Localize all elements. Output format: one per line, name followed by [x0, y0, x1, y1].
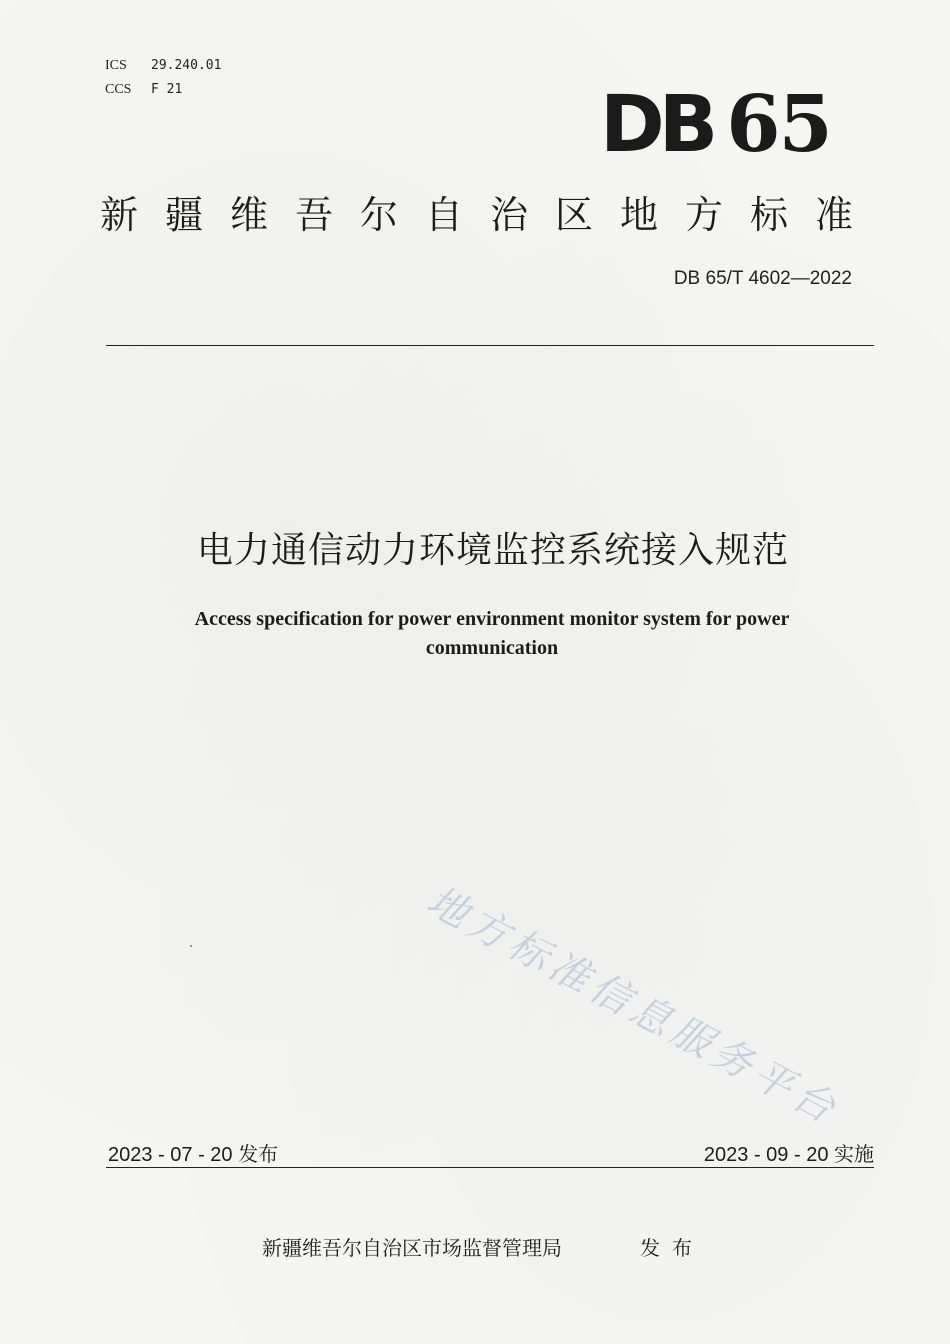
- implementation-date-suffix: 实施: [834, 1142, 874, 1166]
- ccs-label: CCS: [105, 82, 132, 97]
- bottom-divider: [106, 1167, 874, 1168]
- ics-label: ICS: [105, 58, 127, 73]
- publisher-name: 新疆维吾尔自治区市场监督管理局: [262, 1236, 562, 1260]
- ics-row: [105, 54, 221, 78]
- implementation-date-value: 2023 - 09 - 20: [703, 1144, 829, 1166]
- ics-value: 29.240.01: [151, 58, 222, 73]
- top-divider: [106, 345, 874, 346]
- issue-date: [108, 1138, 278, 1167]
- ccs-value: F 21: [151, 82, 183, 97]
- document-title-en: Access specification for power environment monitor system for power communication: [194, 608, 790, 659]
- classification-codes: [105, 54, 221, 102]
- watermark: 地方标准信息服务平台: [419, 877, 847, 1135]
- document-title-zh: 电力通信动力环境监控系统接入规范: [196, 530, 789, 571]
- ccs-row: [105, 78, 221, 102]
- db-logo-number: 65: [726, 79, 831, 170]
- issue-date-suffix: 发布: [238, 1142, 279, 1166]
- implementation-date: [704, 1138, 874, 1167]
- db-logo: [600, 80, 831, 170]
- db-logo-prefix: DB: [600, 80, 713, 170]
- speck: [190, 945, 192, 947]
- standard-type-title: 新疆维吾尔自治区地方标准: [100, 193, 881, 237]
- standard-number: DB 65/T 4602—2022: [673, 268, 852, 289]
- issue-date-value: 2023 - 07 - 20: [108, 1144, 233, 1166]
- publish-label: 发布: [640, 1236, 704, 1260]
